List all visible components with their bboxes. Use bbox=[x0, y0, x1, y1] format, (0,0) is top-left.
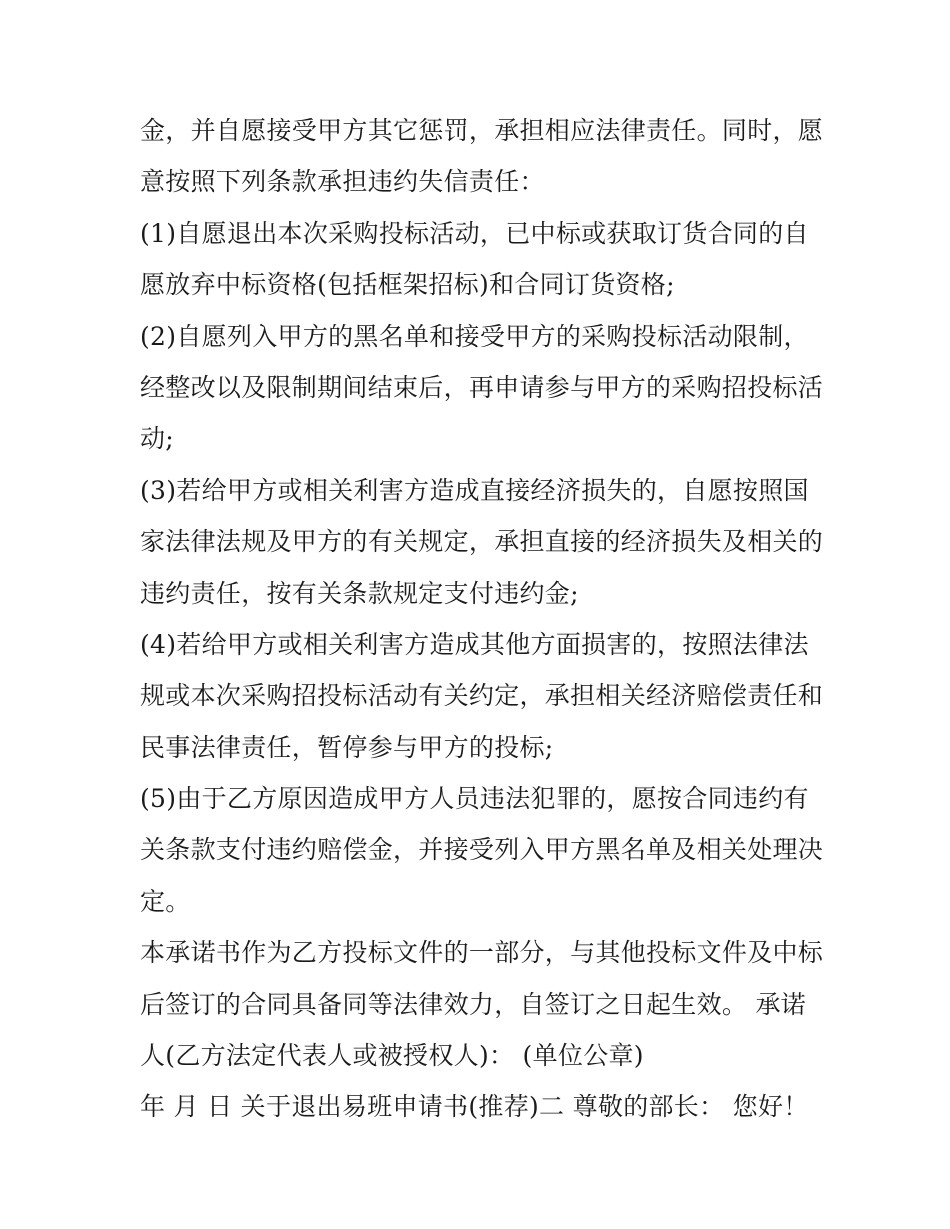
text-line: 违约责任，按有关条款规定支付违约金; bbox=[140, 578, 579, 608]
text-line: 家法律法规及甲方的有关规定，承担直接的经济损失及相关的 bbox=[140, 527, 824, 557]
text-line: 人(乙方法定代表人或被授权人)： (单位公章) bbox=[140, 1041, 644, 1071]
text-line: (3)若给甲方或相关利害方造成直接经济损失的，自愿按照国 bbox=[140, 475, 809, 505]
text-line: (2)自愿列入甲方的黑名单和接受甲方的采购投标活动限制， bbox=[140, 321, 809, 351]
text-line: 金，并自愿接受甲方其它惩罚，承担相应法律责任。同时，愿 bbox=[140, 116, 824, 145]
text-line: 后签订的合同具备同等法律效力，自签订之日起生效。 承诺 bbox=[140, 989, 807, 1019]
text-line: 民事法律责任，暂停参与甲方的投标; bbox=[140, 732, 554, 762]
text-line: (4)若给甲方或相关利害方造成其他方面损害的，按照法律法 bbox=[140, 629, 809, 659]
text-line: 愿放弃中标资格(包括框架招标)和合同订货资格; bbox=[140, 270, 675, 300]
text-line: (1)自愿退出本次采购投标活动，已中标或获取订货合同的自 bbox=[140, 218, 809, 248]
text-line: 经整改以及限制期间结束后，再申请参与甲方的采购招投标活 bbox=[140, 372, 824, 402]
text-line: 定。 bbox=[140, 886, 191, 916]
text-line: 动; bbox=[140, 424, 175, 454]
text-line: 规或本次采购招投标活动有关约定，承担相关经济赔偿责任和 bbox=[140, 681, 824, 711]
text-line: 关条款支付违约赔偿金，并接受列入甲方黑名单及相关处理决 bbox=[140, 835, 824, 865]
text-line: 年 月 日 关于退出易班申请书(推荐)二 尊敬的部长： 您好！ bbox=[140, 1092, 809, 1122]
text-line: 意按照下列条款承担违约失信责任： bbox=[140, 167, 545, 197]
document-body bbox=[140, 105, 824, 1133]
text-line: 本承诺书作为乙方投标文件的一部分，与其他投标文件及中标 bbox=[140, 938, 824, 968]
text-line: (5)由于乙方原因造成甲方人员违法犯罪的，愿按合同违约有 bbox=[140, 784, 809, 814]
